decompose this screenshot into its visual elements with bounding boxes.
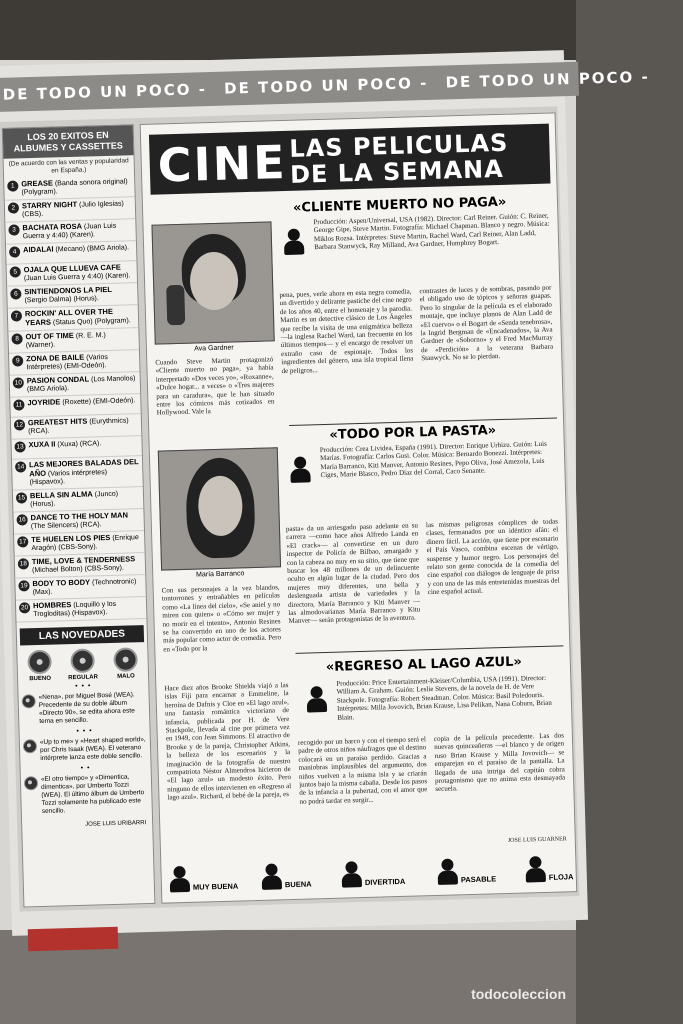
- muy-buena-icon: [169, 866, 190, 893]
- hit-title: BELLA SIN ALMA: [29, 489, 93, 501]
- hit-number: 19: [18, 580, 29, 591]
- hit-number: 13: [14, 441, 25, 452]
- film-credits: Producción: Price Entertainment-Kleiser/Columbia, USA (1991). Director: William A. Graham. Guión: Leslie Stevens, de la novela de H. de Vere Stackpole. Fotografía: Robert Steadman. Color. Música: Basil Poledouris. Intérpretes: Milla Jovovich, Brian Krause, Lisa Pelikan, Nana Coburn, Brian Blain.: [336, 673, 552, 722]
- separator: [295, 645, 563, 653]
- hit-detail: (Technotronic) (Max).: [32, 578, 137, 597]
- hit-title: JOYRIDE: [27, 397, 61, 408]
- cine-column: [140, 112, 578, 903]
- hit-row: [12, 456, 143, 491]
- hit-number: 11: [13, 399, 24, 410]
- hit-title: GREATEST HITS: [27, 416, 88, 428]
- hit-number: 3: [8, 224, 19, 235]
- novedad-text: «El otro tiempo» y «Dimentica, dimentica», por Umberto Tozzi (WEA). El último álbum de Umberto Tozzi solamente ha publicado este sencillo.: [40, 773, 145, 815]
- rating-figure-icon: [284, 228, 305, 255]
- hit-text: [24, 263, 134, 283]
- hit-title: GREASE: [21, 178, 54, 189]
- hit-number: 7: [11, 310, 22, 321]
- novedad-item: [20, 733, 151, 767]
- hit-text: [25, 330, 135, 350]
- photo-maria-barranco: [158, 447, 281, 570]
- film-title: «TODO POR LA PASTA»: [329, 423, 497, 443]
- hit-number: 16: [16, 514, 27, 525]
- disc-icon: [23, 739, 37, 753]
- hit-title: LAS MEJORES BALADAS DEL AÑO: [28, 457, 139, 479]
- hit-detail: (Sergio Dalma) (Horus).: [24, 295, 99, 305]
- hit-title: OJALA QUE LLUEVA CAFE: [23, 262, 121, 275]
- hit-detail: (Xuxa) (RCA).: [57, 440, 102, 449]
- rating-good: [27, 650, 52, 683]
- hit-text: [26, 352, 136, 372]
- hit-detail: (R. E. M.) (Warner).: [25, 332, 106, 350]
- novedad-stars: • •: [80, 764, 91, 772]
- disc-icon: [113, 647, 138, 672]
- hit-title: PASION CONDAL: [26, 374, 90, 386]
- novedades-list: [18, 681, 152, 820]
- hits-list: [4, 175, 146, 622]
- legend-item: [341, 860, 405, 888]
- rating-label: REGULAR: [68, 674, 98, 682]
- novedad-stars: • • •: [76, 727, 93, 735]
- film-title: «REGRESO AL LAGO AZUL»: [325, 654, 523, 676]
- legend-item: [525, 855, 573, 882]
- cine-header: [149, 124, 551, 195]
- film-credits: Producción: Aspen/Universal, USA (1982). Director: Carl Reiner. Guión: C. Reiner, George Gipe, Steve Martin. Fotografía: Michael Chapman. Blanco y negro. Música: Miklos Rozsa. Intérpretes: Steve Martin, Rachel Ward, Carl Reiner, Alan Ladd, Barbara Stanwyck, Ray Milland, Ava Gardner, Humphrey Bogart.: [313, 211, 550, 252]
- floja-icon: [525, 856, 546, 883]
- hit-text: [30, 489, 140, 509]
- hit-title: ZONA DE BAILE: [26, 352, 85, 364]
- legend-label: DIVERTIDA: [364, 876, 406, 888]
- hit-detail: (Enrique Aragón) (CBS-Sony).: [31, 534, 139, 553]
- header-band: [0, 62, 650, 112]
- hit-detail: (The Silencers) (RCA).: [30, 521, 102, 531]
- legend-item: [261, 863, 311, 890]
- hit-detail: (Varios intérpretes) (Hispavox).: [29, 469, 108, 487]
- hit-detail: (Roxette) (EMI-Odeón).: [62, 397, 136, 407]
- hit-text: [30, 511, 140, 531]
- hit-text: [25, 307, 135, 328]
- legend-label: BUENA: [284, 879, 312, 890]
- hit-text: [29, 458, 140, 487]
- rating-figure-icon: [290, 456, 311, 483]
- hit-text: [27, 374, 137, 394]
- hit-number: 4: [9, 246, 20, 257]
- hit-row: [16, 597, 147, 623]
- novedades-title: LAS NOVEDADES: [20, 625, 144, 645]
- film-text-col1: Hace diez años Brooke Shields viajó a las islas Fiji para encarnar a Emmeline, la heroína de Dafnis y Cloe en «El lago azul», una fantasía romántica victoriana de infancia, publicada por H. de Vere Stackpole, llevada al cine por primera vez en 1949, con Jean Simmons. El atractivo de Brooke y de la pareja, Christopher Atkins, la belleza de los escenarios y la imaginación de la fotografía de nuestro compatriota Néstor Almendros hicieron de «El lago azul» un modesto éxito. Pero ninguno de ellos intervienen en «Regreso al lago azul». Richard, el bebé de la pareja, es: [164, 681, 292, 802]
- hit-number: 14: [15, 461, 26, 472]
- hit-text: [27, 396, 135, 408]
- hit-text: [28, 416, 138, 436]
- cine-heading-line1: LAS PELICULAS: [288, 128, 509, 163]
- pasable-icon: [437, 858, 458, 885]
- ratings-legend: [17, 645, 148, 685]
- hit-detail: (Junco) (Horus).: [30, 490, 119, 509]
- rating-regular: [67, 648, 98, 681]
- novedad-text: «Nena», por Miguel Bosé (WEA). Precedente de su doble álbum «Directo 90», se edita ahora este tema en sencillo.: [38, 691, 135, 726]
- hit-text: [31, 533, 141, 553]
- disc-icon: [70, 648, 95, 673]
- legend-label: FLOJA: [548, 872, 574, 882]
- red-strip: [28, 927, 119, 952]
- hit-detail: (Eurythmics) (RCA).: [28, 417, 129, 436]
- photo-ava-gardner: [151, 221, 274, 344]
- cine-label: CINE: [157, 134, 288, 193]
- novedad-stars: • • •: [75, 682, 92, 691]
- hit-number: 12: [14, 419, 25, 430]
- photo-caption: Ava Gardner: [194, 344, 234, 353]
- magazine-page: [0, 50, 650, 936]
- photo-caption: María Barranco: [196, 570, 245, 579]
- hit-number: 2: [8, 202, 19, 213]
- hit-title: SINTIENDONOS LA PIEL: [24, 284, 113, 297]
- hit-detail: (Loquillo y los Trogloditas) (Hispavox).: [33, 600, 117, 619]
- disc-icon: [27, 650, 52, 675]
- film-text-col1: Con sus personajes a la vez blandos, tontorrones y entrañables en películas como «La línea del cielo», «Se aniel y no miren con quien» o «Cómo ser mujer y no morir en el intento», Antonio Resines se ha convertido en uno de los actores más popular como actor de comedia. Pero en «Todo por la: [161, 583, 282, 654]
- film-title: «CLIENTE MUERTO NO PAGA»: [292, 194, 507, 216]
- hit-detail: (Julio Iglesias) (CBS).: [22, 200, 124, 219]
- hit-text: [32, 555, 142, 575]
- hit-number: 6: [10, 288, 21, 299]
- hit-detail: (Juan Luis Guerra y 4:40) (Karen).: [23, 272, 131, 283]
- hit-text: [32, 577, 142, 597]
- disc-icon: [24, 776, 38, 790]
- hit-text: [23, 243, 129, 255]
- hits-subtitle: (De acuerdo con las ventas y popularidad en España.): [8, 157, 129, 175]
- watermark: todocoleccion: [471, 986, 566, 1002]
- hit-text: [28, 439, 101, 450]
- left-signature: JOSE LUIS URIBARRI: [85, 820, 147, 828]
- hit-title: HOMBRES: [32, 600, 72, 611]
- hit-detail: (Varios Intérpretes) (EMI-Odeón).: [26, 353, 108, 372]
- hit-text: [24, 285, 134, 305]
- hit-detail: (Banda sonora original) (Polygram).: [21, 178, 128, 197]
- film-text-col2: pena, pues, verle ahora en esta negra comedia, un divertido y delirante pastiche del cine negro de los años 40, entre el homenaje y la parodia. Martin es un detective clásico de Los Ángeles que recibe la visita de una enigmática belleza —la inglesa Rachel Ward, tan frecuente en los últimos tiempos— y el encargo de resolver un extraño caso de espionaje. Todos los ingredientes del género, una isla tropical llena de peligros...: [279, 287, 414, 375]
- hit-number: 10: [13, 377, 24, 388]
- disc-icon: [22, 694, 36, 708]
- novedad-item: [18, 688, 149, 730]
- legend-label: PASABLE: [460, 874, 497, 885]
- novedad-text: «Up to me» y «Heart shaped world», por Chris Isaak (WEA). El veterano intérprete lanza este doble sencillo.: [39, 736, 146, 763]
- legend-item: [169, 865, 238, 893]
- hit-number: 5: [10, 266, 21, 277]
- film-text-col1: Cuando Steve Martin protagonizó «Cliente muerto no paga», ya había interpretado «Dos veces yo», «Roxanne», «Dulce hogar... a veces» o «Tres majeres para un caradura», que le han situado entre los cómicos más cotizados en Hollywood. Vale la: [155, 355, 275, 418]
- hit-number: 8: [11, 333, 22, 344]
- hit-number: 9: [12, 355, 23, 366]
- hit-title: STARRY NIGHT: [21, 199, 78, 211]
- film-text-col3: copia de la película precedente. Las dos nuevas quinceañeras —el blanco y de origen ruso Brian Krause y Milla Jovovich— se emparejan en el paraíso de la pantalla. La llegada de una intriga del capitán cobra protagonismo que no anima esta desmayada secuela.: [433, 731, 566, 794]
- cine-heading-line2: DE LA SEMANA: [289, 154, 505, 189]
- hit-title: AIDALAI: [22, 244, 54, 255]
- film-text-col2: recogido por un barco y con el tiempo será el padre de otros niños náufragos que el destino colocará en un paraíso perdido. Gracias a maniobras implausibles del argumento, dos niños vuelven a la misma isla y se criarán juntos bajo la misma cabaña. Desde los pasos de la infancia a la pubertad, con el amor que no podrá tardar en surgir...: [297, 735, 428, 806]
- hit-number: 20: [19, 602, 30, 613]
- hit-text: [21, 177, 131, 197]
- hit-number: 18: [18, 558, 29, 569]
- header-band-text: DE TODO UN POCO -: [2, 80, 208, 104]
- rating-bad: [113, 647, 138, 680]
- hit-title: OUT OF TIME: [25, 330, 74, 342]
- film-text-col2: pasta» da un arriesgado paso adelante en su carrera —como hace años Alfredo Landa en «El crack»— al convertirse en un duro inspector de Policía de Bilbao, amargado y con la cabeza no muy en su sitio, que tiene que buscar los 48 millones de un delincuente oculto en algún lugar de la ciudad. Pero dos mujeres muy diferentes, una bella y deslenguada artista de variedades y la directora, María Barranco y Kiti Manver — las almodovarianas María Barranco y Kitu Manver— serán protagonistas de la aventura.: [285, 521, 421, 626]
- hit-detail: (Status Quo) (Polygram).: [52, 317, 131, 327]
- hit-text: [33, 599, 143, 619]
- rating-label: BUENO: [29, 675, 52, 683]
- hit-title: BODY TO BODY: [32, 577, 91, 589]
- hit-title: XUXA II: [28, 439, 56, 450]
- buena-icon: [261, 863, 282, 890]
- hit-title: TIME, LOVE & TENDERNESS: [31, 554, 136, 567]
- novedad-item: [21, 770, 152, 820]
- right-signature: JOSE LUIS GUARNER: [507, 836, 567, 844]
- hit-title: BACHATA ROSA: [22, 221, 83, 233]
- hit-number: 17: [17, 536, 28, 547]
- hit-number: 15: [16, 492, 27, 503]
- hit-title: TE HUELEN LOS PIES: [31, 532, 111, 545]
- hit-title: DANCE TO THE HOLY MAN: [30, 510, 129, 523]
- film-credits: Producción: Crea Lividea, España (1991). Director: Enrique Urbizu. Guión: Luis Marías. Fotografía: Carlos Gusi. Color. Música: Bernardo Bonezzi. Intérpretes: María Barranco, Kiti Manver, Antonio Resines, Pepo Oliva, José Amezola, Luis Ciges, Marie Blasco, Pedro Díaz del Corral, Caco Senante.: [319, 439, 547, 480]
- hit-text: [22, 199, 132, 219]
- film-text-col3: las mismas peligrosas cómplices de todas clases, fermanados por un idéntico afán: el dinero fácil. La acción, que tiene por escenario el País Vasco, combina escenas de vértigo, suspense y humor negro. Los personajes del relato son gente conocida de la comedia del cine español con diálogos de lenguaje de prisa y con una de las más entretenidas muestras del cine español actual.: [425, 517, 560, 597]
- legend-label: MUY BUENA: [192, 881, 239, 892]
- hits-title: LOS 20 EXITOS EN ALBUMES Y CASSETTES: [3, 125, 134, 159]
- hit-detail: (Los Manolos) (BMG Ariola).: [26, 375, 136, 394]
- header-band-text: DE TODO UN POCO -: [445, 67, 650, 92]
- hit-detail: (Juan Luis Guerra y 4:40) (Karen).: [22, 222, 117, 241]
- rating-figure-icon: [306, 686, 327, 713]
- hit-text: [22, 221, 132, 241]
- film-text-col3: contrastes de luces y de sombras, pasando por el obligado uso de tópicos y señoras guapas. Pero lo singular de la película es el elaborado montaje, que incluye planos de Alan Ladd de «El cuervo» o el Bogart de «Senda tenebrosa», la Ingrid Bergman de «Encadenados», la Ava Gardner de «Soborno» y el Fred MacMurray de «Perdición» a la veterana Barbara Stanwyck. No se lo pierdan.: [419, 283, 554, 363]
- hit-title: ROCKIN' ALL OVER THE YEARS: [24, 306, 114, 328]
- header-band-text: DE TODO UN POCO -: [223, 73, 429, 98]
- hit-detail: (Michael Bolton) (CBS-Sony).: [31, 564, 124, 575]
- rating-legend: [169, 855, 580, 896]
- hit-number: 1: [7, 180, 18, 191]
- hits-column: [2, 124, 156, 907]
- hit-detail: (Mecano) (BMG Ariola).: [55, 244, 130, 254]
- legend-item: [437, 857, 496, 885]
- rating-label: MALO: [117, 673, 135, 680]
- divertida-icon: [341, 861, 362, 888]
